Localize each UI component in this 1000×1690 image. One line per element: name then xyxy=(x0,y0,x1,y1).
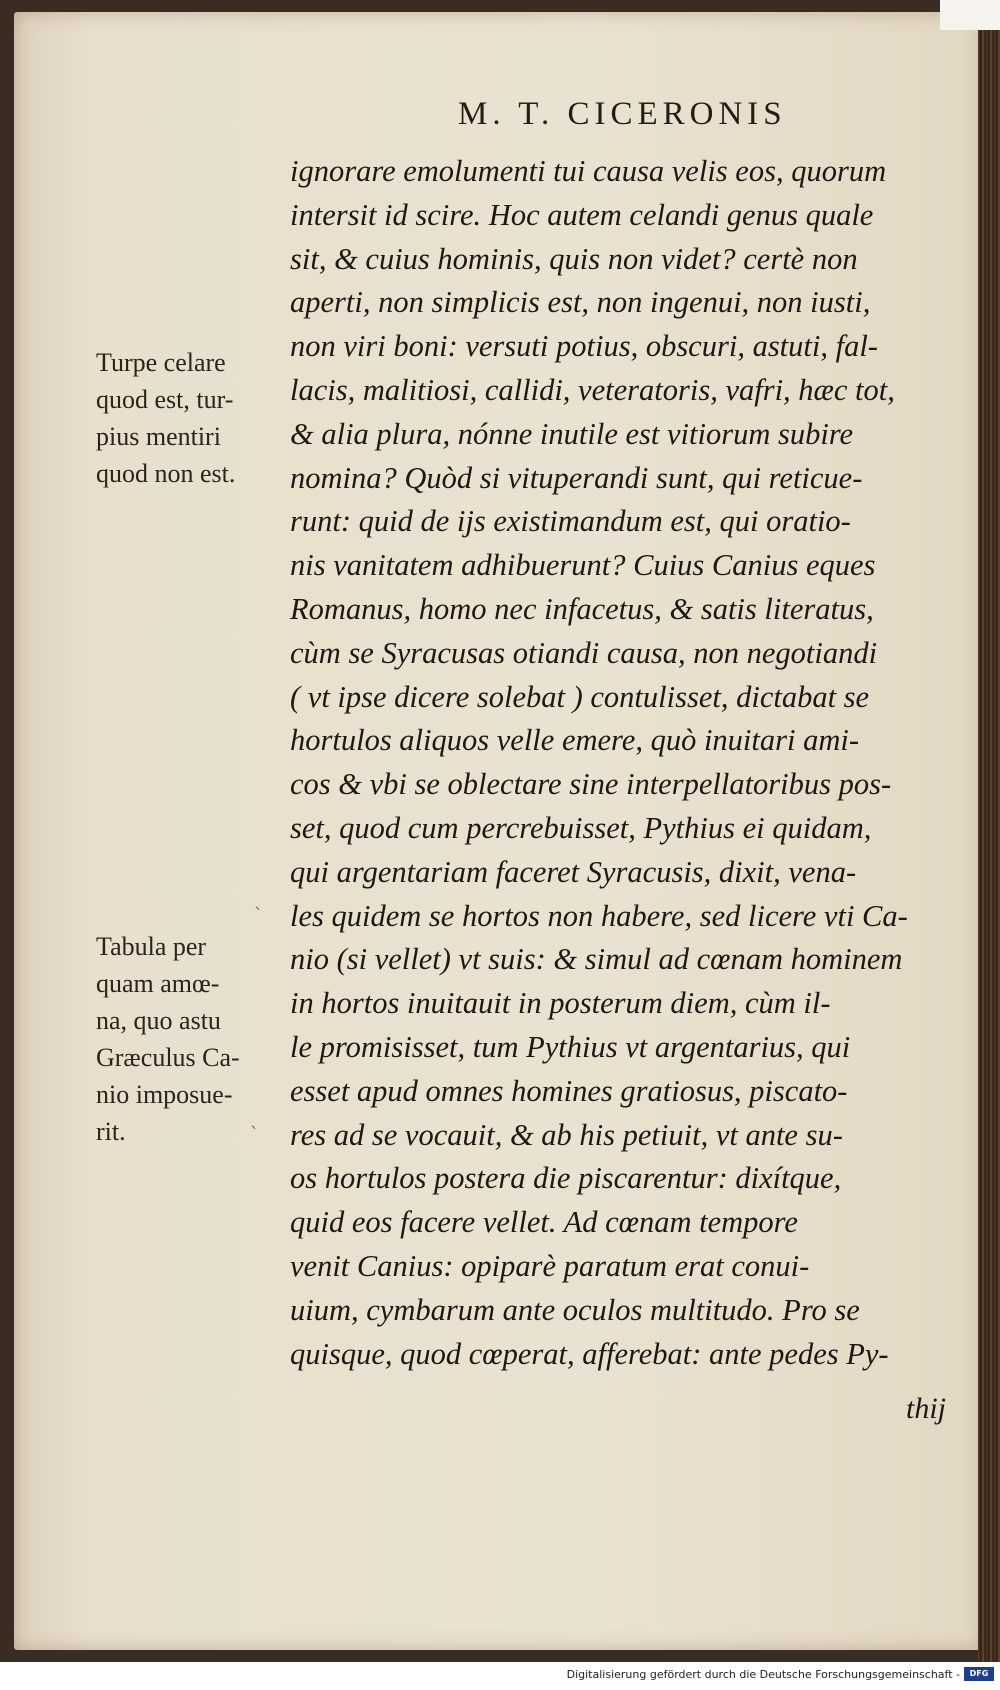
margin-note-line: quam amœ- xyxy=(96,969,220,998)
running-head: M. T. CICERONIS xyxy=(458,96,787,132)
margin-note-2 xyxy=(96,928,286,1150)
body-line: quisque, quod cœperat, afferebat: ante pedes Py- xyxy=(290,1336,889,1371)
margin-note-line: pius mentiri xyxy=(96,422,221,451)
body-line: aperti, non simplicis est, non ingenui, non iusti, xyxy=(290,285,871,320)
body-line: le promisisset, tum Pythius vt argentarius, qui xyxy=(290,1029,851,1064)
body-line: os hortulos postera die piscarentur: dixítque, xyxy=(290,1161,842,1196)
body-line: les quidem se hortos non habere, sed licere vti Ca- xyxy=(290,898,908,933)
margin-note-line: na, quo astu xyxy=(96,1006,221,1035)
printer-mark: ˋ xyxy=(250,1124,259,1145)
body-line: & alia plura, nónne inutile est vitiorum subire xyxy=(290,416,854,451)
body-line: qui argentariam faceret Syracusis, dixit, vena- xyxy=(290,854,857,889)
body-line: lacis, malitiosi, callidi, veteratoris, vafri, hæc tot, xyxy=(290,372,895,407)
body-line: nomina? Quòd si vituperandi sunt, qui reticue- xyxy=(290,460,863,495)
page-edge xyxy=(978,0,1000,1662)
body-line: runt: quid de ijs existimandum est, qui oratio- xyxy=(290,504,851,539)
margin-note-line: quod non est. xyxy=(96,459,236,488)
footer-credit: Digitalisierung gefördert durch die Deutsche Forschungsgemeinschaft - xyxy=(566,1668,960,1681)
body-line: ignorare emolumenti tui causa velis eos, quorum xyxy=(290,154,887,188)
margin-note-1 xyxy=(96,344,286,492)
body-line: in hortos inuitauit in posterum diem, cùm il- xyxy=(290,986,831,1021)
body-line: venit Canius: opiparè paratum erat conui- xyxy=(290,1248,810,1283)
printer-mark: ˋ xyxy=(254,905,263,926)
body-line: ( vt ipse dicere solebat ) contulisset, dictabat se xyxy=(290,679,870,714)
body-line: Romanus, homo nec infacetus, & satis literatus, xyxy=(290,591,874,626)
body-line: cùm se Syracusas otiandi causa, non negotiandi xyxy=(290,635,878,670)
margin-note-line: rit. xyxy=(96,1117,126,1146)
body-line: hortulos aliquos velle emere, quò inuitari ami- xyxy=(290,723,859,758)
margin-note-line: Tabula per xyxy=(96,932,207,961)
margin-note-line: Turpe celare xyxy=(96,348,226,377)
dfg-logo: DFG xyxy=(964,1667,994,1681)
body-line: nis vanitatem adhibuerunt? Cuius Canius eques xyxy=(290,548,876,583)
margin-note-line: quod est, tur- xyxy=(96,385,234,414)
body-line: set, quod cum percrebuisset, Pythius ei quidam, xyxy=(290,810,872,845)
page-edge-corner xyxy=(940,0,1000,30)
margin-note-line: Græculus Ca- xyxy=(96,1043,240,1072)
catchword: thij xyxy=(906,1392,947,1425)
margin-note-line: nio imposue- xyxy=(96,1080,233,1109)
body-line: non viri boni: versuti potius, obscuri, astuti, fal- xyxy=(290,329,878,364)
body-line: esset apud omnes homines gratiosus, piscato- xyxy=(290,1073,848,1108)
body-line: cos & vbi se oblectare sine interpellatoribus pos- xyxy=(290,767,892,802)
body-line: nio (si vellet) vt suis: & simul ad cœnam hominem xyxy=(290,942,903,977)
body-line: uium, cymbarum ante oculos multitudo. Pro se xyxy=(290,1292,860,1327)
body-line: intersit id scire. Hoc autem celandi genus quale xyxy=(290,197,874,232)
body-line: quid eos facere vellet. Ad cœnam tempore xyxy=(290,1205,798,1240)
body-text xyxy=(290,150,960,1376)
footer-bar xyxy=(0,1662,1000,1690)
body-line: sit, & cuius hominis, quis non videt? certè non xyxy=(290,241,858,276)
body-line: res ad se vocauit, & ab his petiuit, vt ante su- xyxy=(290,1117,843,1152)
